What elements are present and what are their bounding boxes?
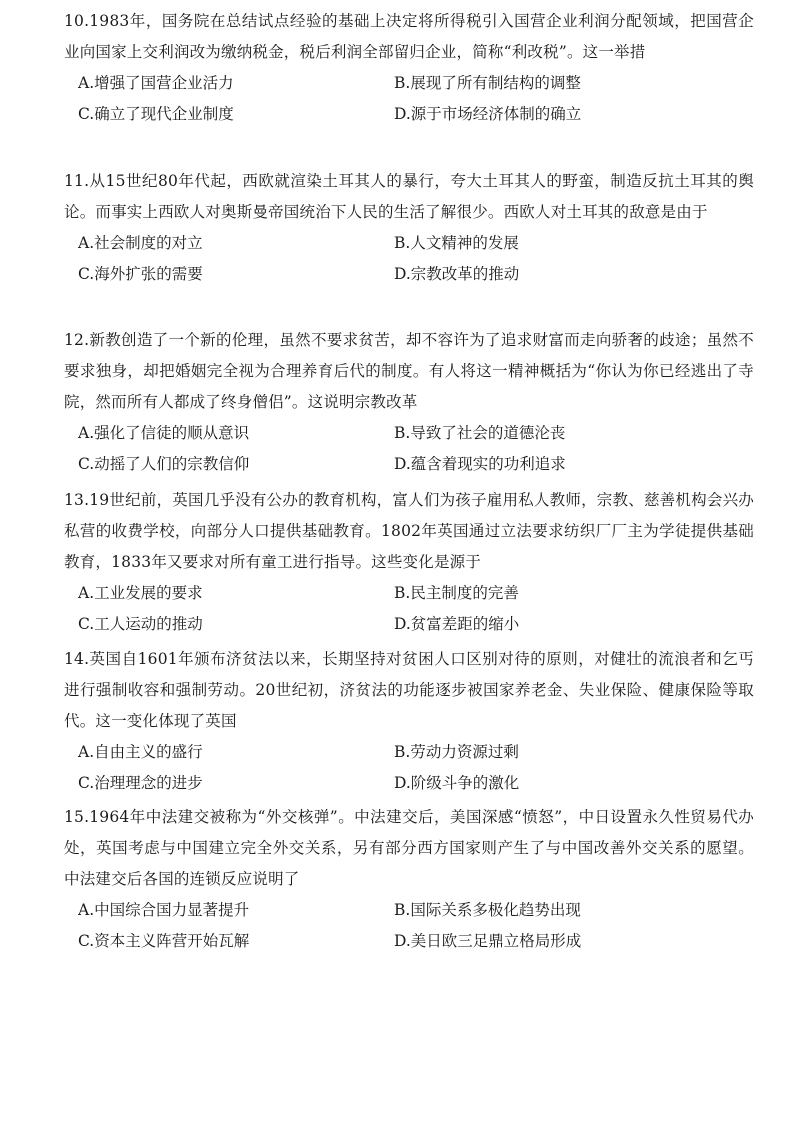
question-stem: 11.从15世纪80年代起，西欧就渲染土耳其人的暴行，夸大土耳其人的野蛮，制造反抗土耳其的舆论。而事实上西欧人对奥斯曼帝国统治下人民的生活了解很少。西欧人对土耳其的敌意是由于 <box>64 172 754 221</box>
option-b: B.国际关系多极化趋势出现 <box>394 901 581 919</box>
option-a: A.工业发展的要求 <box>78 584 203 602</box>
option-c: C.确立了现代企业制度 <box>78 105 234 123</box>
option-d: D.贫富差距的缩小 <box>394 615 520 633</box>
question-13 <box>64 485 754 640</box>
option-d: D.宗教改革的推动 <box>394 265 520 283</box>
option-grid <box>78 228 754 290</box>
option-c: C.治理理念的进步 <box>78 774 203 792</box>
option-d: D.美日欧三足鼎立格局形成 <box>394 932 582 950</box>
option-d: D.阶级斗争的激化 <box>394 774 520 792</box>
option-b: B.展现了所有制结构的调整 <box>394 74 581 92</box>
option-c: C.资本主义阵营开始瓦解 <box>78 932 250 950</box>
option-d: D.蕴含着现实的功利追求 <box>394 455 566 473</box>
option-grid <box>78 68 754 130</box>
option-a: A.自由主义的盛行 <box>78 743 203 761</box>
option-d: D.源于市场经济体制的确立 <box>394 105 582 123</box>
option-grid <box>78 578 754 640</box>
option-b: B.人文精神的发展 <box>394 234 519 252</box>
option-grid <box>78 418 754 480</box>
option-a: A.中国综合国力显著提升 <box>78 901 250 919</box>
option-grid <box>78 895 754 957</box>
option-b: B.劳动力资源过剩 <box>394 743 519 761</box>
question-stem: 15.1964年中法建交被称为“外交核弹”。中法建交后，美国深感“愤怒”，中日设置永久性贸易代办处，英国考虑与中国建立完全外交关系，另有部分西方国家则产生了与中国改善外交关系的愿望。中法建交后各国的连锁反应说明了 <box>64 808 754 888</box>
option-c: C.工人运动的推动 <box>78 615 203 633</box>
question-stem: 13.19世纪前，英国几乎没有公办的教育机构，富人们为孩子雇用私人教师，宗教、慈善机构会兴办私营的收费学校，向部分人口提供基础教育。1802年英国通过立法要求纺织厂厂主为学徒提供基础教育，1833年又要求对所有童工进行指导。这些变化是源于 <box>64 491 754 571</box>
option-b: B.民主制度的完善 <box>394 584 519 602</box>
question-stem: 10.1983年，国务院在总结试点经验的基础上决定将所得税引入国营企业利润分配领域，把国营企业向国家上交利润改为缴纳税金，税后利润全部留归企业，简称“利改税”。这一举措 <box>64 12 754 61</box>
question-stem: 14.英国自1601年颁布济贫法以来，长期坚持对贫困人口区别对待的原则，对健壮的流浪者和乞丐进行强制收容和强制劳动。20世纪初，济贫法的功能逐步被国家养老金、失业保险、健康保险等取代。这一变化体现了英国 <box>64 650 754 730</box>
option-c: C.动摇了人们的宗教信仰 <box>78 455 250 473</box>
option-a: A.强化了信徒的顺从意识 <box>78 424 250 442</box>
option-a: A.社会制度的对立 <box>78 234 203 252</box>
option-grid <box>78 737 754 799</box>
question-11 <box>64 166 754 290</box>
question-10 <box>64 6 754 130</box>
option-a: A.增强了国营企业活力 <box>78 74 234 92</box>
question-12 <box>64 325 754 480</box>
question-15 <box>64 802 754 957</box>
question-14 <box>64 644 754 799</box>
question-stem: 12.新教创造了一个新的伦理，虽然不要求贫苦，却不容许为了追求财富而走向骄奢的歧途；虽然不要求独身，却把婚姻完全视为合理养育后代的制度。有人将这一精神概括为“你认为你已经逃出了寺院，然而所有人都成了终身僧侣”。这说明宗教改革 <box>64 331 754 411</box>
option-c: C.海外扩张的需要 <box>78 265 203 283</box>
option-b: B.导致了社会的道德沦丧 <box>394 424 566 442</box>
